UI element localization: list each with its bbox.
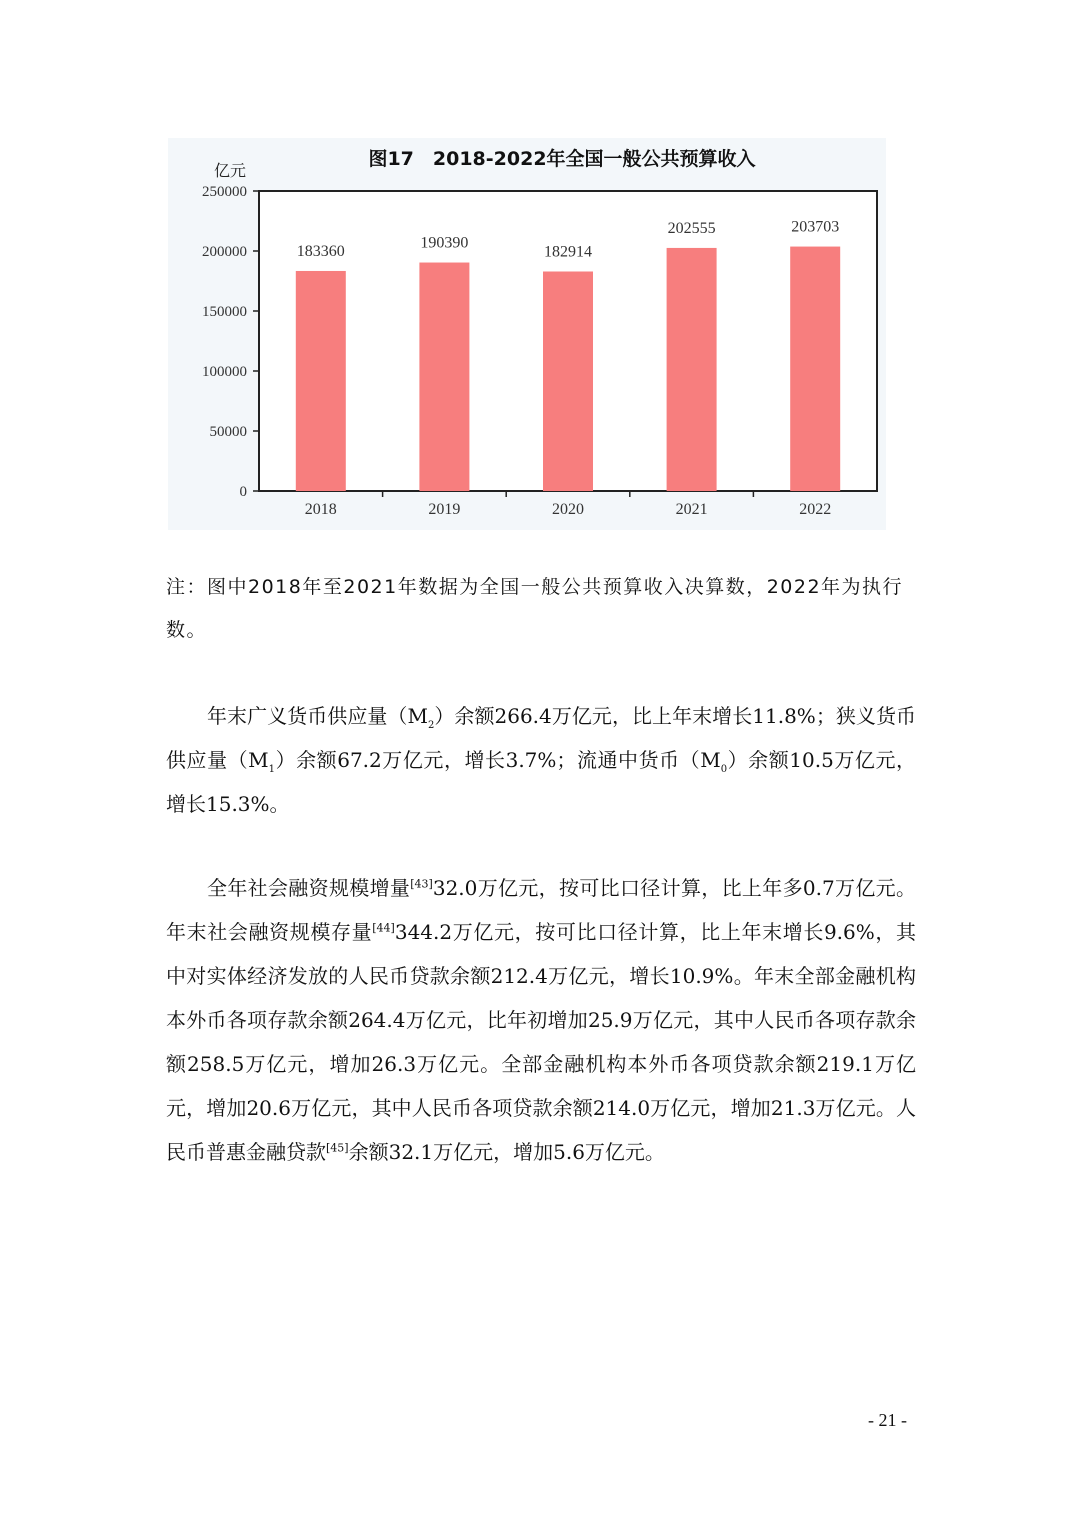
text-run: 全年社会融资规模增量 bbox=[207, 876, 411, 900]
bar bbox=[790, 247, 840, 491]
text-run: 344.2万亿元，按可比口径计算，比上年末增长9.6%，其中对实体经济发放的人民币贷款余额212.4万亿元，增长10.9%。年末全部金融机构本外币各项存款余额264.4万亿元，比年初增加25.9万亿元，其中人民币各项存款余额258.5万亿元，增加26.3万亿元。全部金融机构本外币各项贷款余额219.1万亿元，增加20.6万亿元，其中人民币各项贷款余额214.0万亿元，增加21.3万亿元。人民币普惠金融贷款 bbox=[166, 920, 917, 1164]
data-label: 182914 bbox=[544, 243, 592, 261]
bar bbox=[419, 263, 469, 491]
text-run: 年末广义货币供应量（M bbox=[207, 704, 428, 728]
bar-chart bbox=[168, 138, 886, 530]
x-tick-label: 2019 bbox=[428, 501, 461, 518]
data-label: 183360 bbox=[296, 242, 345, 260]
paragraph-money-supply bbox=[166, 694, 916, 826]
chart-note: 注：图中2018年至2021年数据为全国一般公共预算收入决算数，2022年为执行数。 bbox=[166, 576, 904, 641]
footnote-ref: [44] bbox=[372, 921, 395, 935]
text-run: ）余额10.5万亿元，增长15.3%。 bbox=[166, 748, 916, 816]
y-tick-label: 150000 bbox=[202, 304, 247, 320]
text-run: 余额32.1万亿元，增加5.6万亿元。 bbox=[348, 1140, 665, 1164]
x-tick-label: 2022 bbox=[799, 501, 832, 518]
x-tick-label: 2018 bbox=[304, 501, 337, 518]
text-run: ）余额67.2万亿元，增长3.7%；流通中货币（M bbox=[275, 748, 721, 772]
subscript: 1 bbox=[268, 764, 276, 775]
y-tick-label: 0 bbox=[239, 484, 247, 500]
figure-17 bbox=[168, 138, 886, 530]
subscript: 0 bbox=[720, 764, 728, 775]
y-tick-label: 50000 bbox=[209, 424, 247, 440]
page-number: - 21 - bbox=[868, 1410, 907, 1430]
footnote-ref: [43] bbox=[410, 877, 433, 891]
y-tick-label: 100000 bbox=[202, 364, 247, 380]
bar bbox=[667, 248, 717, 491]
data-label: 190390 bbox=[420, 234, 469, 252]
bar bbox=[543, 272, 593, 491]
y-tick-label: 250000 bbox=[202, 184, 247, 200]
bar bbox=[296, 271, 346, 491]
data-label: 202555 bbox=[667, 219, 716, 237]
chart-title: 图17 2018-2022年全国一般公共预算收入 bbox=[368, 148, 756, 170]
subscript: 2 bbox=[427, 720, 435, 731]
y-tick-label: 200000 bbox=[202, 244, 247, 260]
text-run: ）余额266.4万亿元，比上年末增长11.8%；狭义货币供应量（M bbox=[166, 704, 916, 772]
x-tick-label: 2020 bbox=[552, 501, 584, 518]
footnote-ref: [45] bbox=[326, 1141, 349, 1155]
y-axis-unit: 亿元 bbox=[213, 161, 247, 180]
paragraph-social-financing bbox=[166, 866, 916, 1174]
text-run: 32.0万亿元，按可比口径计算，比上年多0.7万亿元。年末社会融资规模存量 bbox=[166, 876, 916, 944]
x-tick-label: 2021 bbox=[675, 501, 708, 518]
data-label: 203703 bbox=[791, 218, 840, 236]
